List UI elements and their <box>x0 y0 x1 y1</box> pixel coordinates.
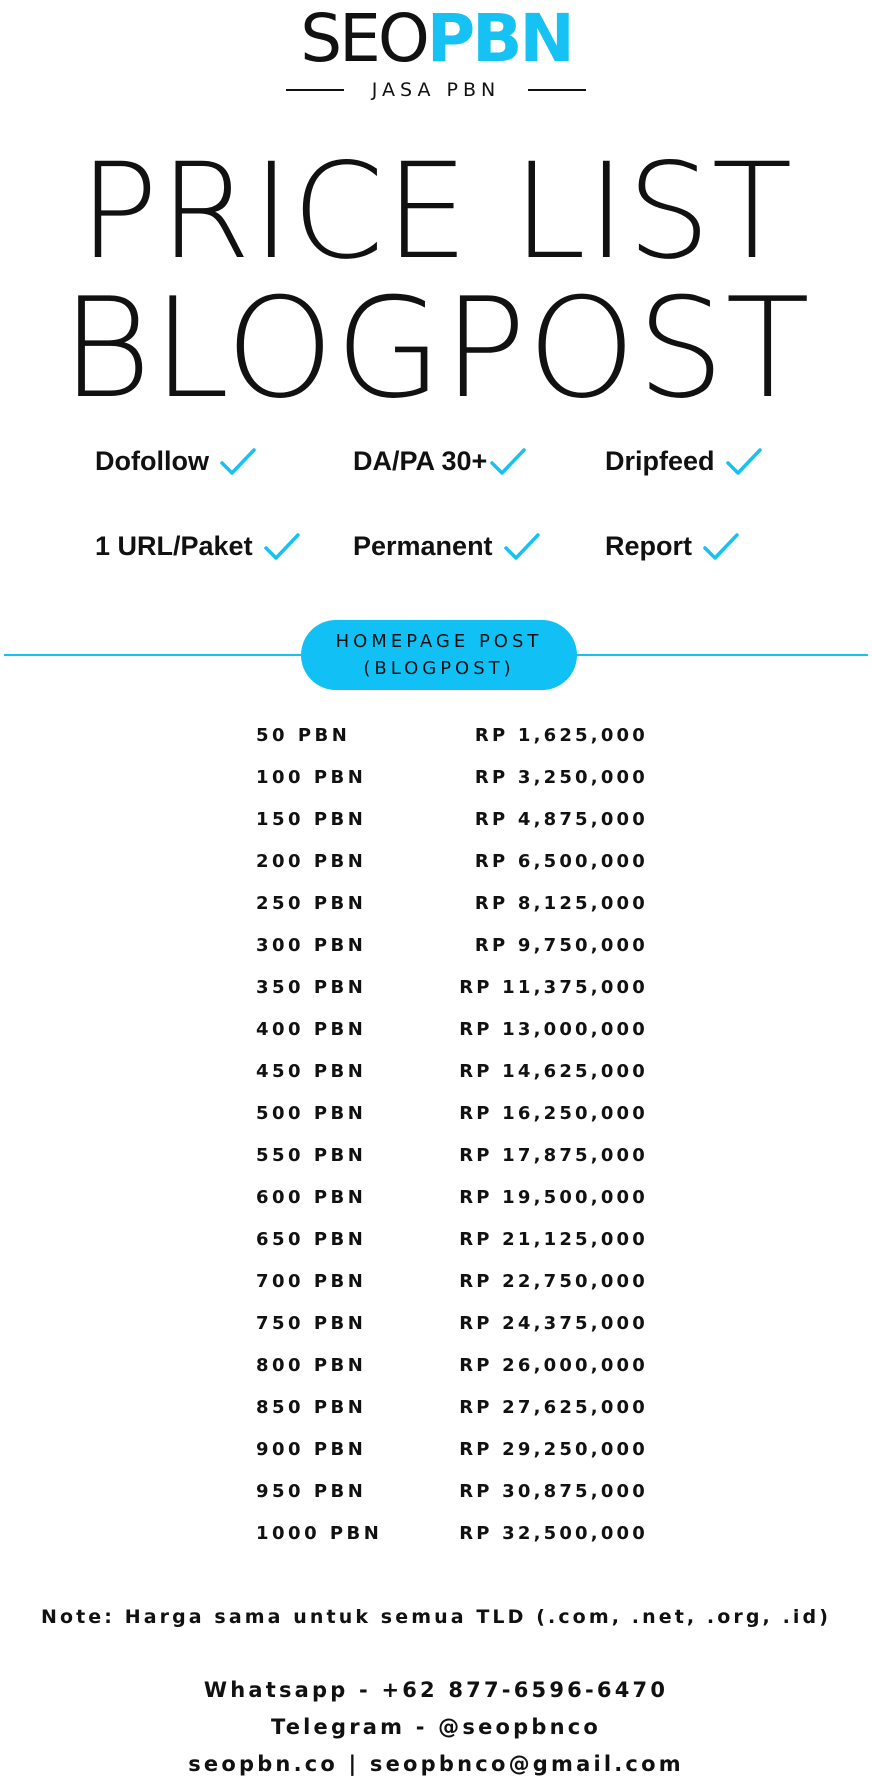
section-header-badge <box>301 620 577 690</box>
price-qty: 350 PBN <box>256 976 367 998</box>
price-qty: 450 PBN <box>256 1060 367 1082</box>
price-qty: 900 PBN <box>256 1438 367 1460</box>
price-row <box>256 1134 648 1176</box>
feature-label: DA/PA 30+ <box>353 446 488 476</box>
check-icon <box>725 447 763 477</box>
price-amount: RP 8,125,000 <box>474 892 648 914</box>
feature-dofollow <box>95 446 257 477</box>
feature-label: Permanent <box>353 531 493 561</box>
price-amount: RP 4,875,000 <box>474 808 648 830</box>
price-row <box>256 756 648 798</box>
price-qty: 800 PBN <box>256 1354 367 1376</box>
price-row <box>256 714 648 756</box>
price-row <box>256 840 648 882</box>
price-amount: RP 24,375,000 <box>459 1312 648 1334</box>
price-row <box>256 1176 648 1218</box>
price-amount: RP 6,500,000 <box>474 850 648 872</box>
price-qty: 150 PBN <box>256 808 367 830</box>
feature-permanent <box>353 531 541 562</box>
feature-url-paket <box>95 531 301 562</box>
price-qty: 600 PBN <box>256 1186 367 1208</box>
price-qty: 950 PBN <box>256 1480 367 1502</box>
price-row <box>256 1302 648 1344</box>
price-amount: RP 14,625,000 <box>459 1060 648 1082</box>
page-title-line1: PRICE LIST <box>78 135 794 289</box>
logo-seo-text: SEO <box>300 0 427 77</box>
check-icon <box>263 532 301 562</box>
price-qty: 400 PBN <box>256 1018 367 1040</box>
price-qty: 700 PBN <box>256 1270 367 1292</box>
price-amount: RP 3,250,000 <box>474 766 648 788</box>
price-row <box>256 882 648 924</box>
section-header-line2: (BLOGPOST) <box>363 658 515 679</box>
price-amount: RP 16,250,000 <box>459 1102 648 1124</box>
price-row <box>256 1512 648 1554</box>
price-amount: RP 29,250,000 <box>459 1438 648 1460</box>
price-amount: RP 27,625,000 <box>459 1396 648 1418</box>
feature-report <box>605 531 740 562</box>
price-amount: RP 26,000,000 <box>459 1354 648 1376</box>
feature-dapa <box>353 446 527 477</box>
whatsapp-contact: Whatsapp - +62 877-6596-6470 <box>203 1678 669 1702</box>
price-qty: 500 PBN <box>256 1102 367 1124</box>
tagline-divider-left <box>286 89 344 91</box>
price-qty: 300 PBN <box>256 934 367 956</box>
price-amount: RP 1,625,000 <box>474 724 648 746</box>
feature-dripfeed <box>605 446 763 477</box>
check-icon <box>503 532 541 562</box>
website-email-contact: seopbn.co | seopbnco@gmail.com <box>188 1752 684 1776</box>
price-amount: RP 30,875,000 <box>459 1480 648 1502</box>
price-amount: RP 19,500,000 <box>459 1186 648 1208</box>
price-qty: 250 PBN <box>256 892 367 914</box>
feature-label: 1 URL/Paket <box>95 531 253 561</box>
price-row <box>256 1050 648 1092</box>
price-table <box>256 714 648 1554</box>
telegram-contact: Telegram - @seopbnco <box>270 1715 602 1739</box>
feature-label: Report <box>605 531 692 561</box>
tagline-divider-right <box>528 89 586 91</box>
price-row <box>256 1260 648 1302</box>
price-amount: RP 9,750,000 <box>474 934 648 956</box>
brand-tagline: JASA PBN <box>371 79 501 101</box>
price-row <box>256 1428 648 1470</box>
price-amount: RP 13,000,000 <box>459 1018 648 1040</box>
price-qty: 1000 PBN <box>256 1522 383 1544</box>
page-title-line2: BLOGPOST <box>61 268 811 429</box>
price-row <box>256 1344 648 1386</box>
logo-pbn-text: PBN <box>426 0 572 77</box>
check-icon <box>702 532 740 562</box>
price-row <box>256 1092 648 1134</box>
price-qty: 550 PBN <box>256 1144 367 1166</box>
price-qty: 200 PBN <box>256 850 367 872</box>
brand-logo <box>0 0 872 77</box>
price-qty: 850 PBN <box>256 1396 367 1418</box>
price-amount: RP 32,500,000 <box>459 1522 648 1544</box>
price-row <box>256 798 648 840</box>
tld-note: Note: Harga sama untuk semua TLD (.com, .net, .org, .id) <box>40 1606 832 1628</box>
price-qty: 750 PBN <box>256 1312 367 1334</box>
price-amount: RP 11,375,000 <box>459 976 648 998</box>
brand-tagline-row <box>286 78 586 102</box>
check-icon <box>489 447 527 477</box>
price-qty: 50 PBN <box>256 724 351 746</box>
price-row <box>256 1470 648 1512</box>
price-row <box>256 1008 648 1050</box>
price-amount: RP 21,125,000 <box>459 1228 648 1250</box>
price-row <box>256 1218 648 1260</box>
feature-label: Dripfeed <box>605 446 715 476</box>
price-amount: RP 17,875,000 <box>459 1144 648 1166</box>
price-row <box>256 924 648 966</box>
price-qty: 100 PBN <box>256 766 367 788</box>
feature-label: Dofollow <box>95 446 209 476</box>
price-row <box>256 966 648 1008</box>
price-qty: 650 PBN <box>256 1228 367 1250</box>
price-amount: RP 22,750,000 <box>459 1270 648 1292</box>
check-icon <box>219 447 257 477</box>
section-header-line1: HOMEPAGE POST <box>335 631 543 652</box>
price-row <box>256 1386 648 1428</box>
